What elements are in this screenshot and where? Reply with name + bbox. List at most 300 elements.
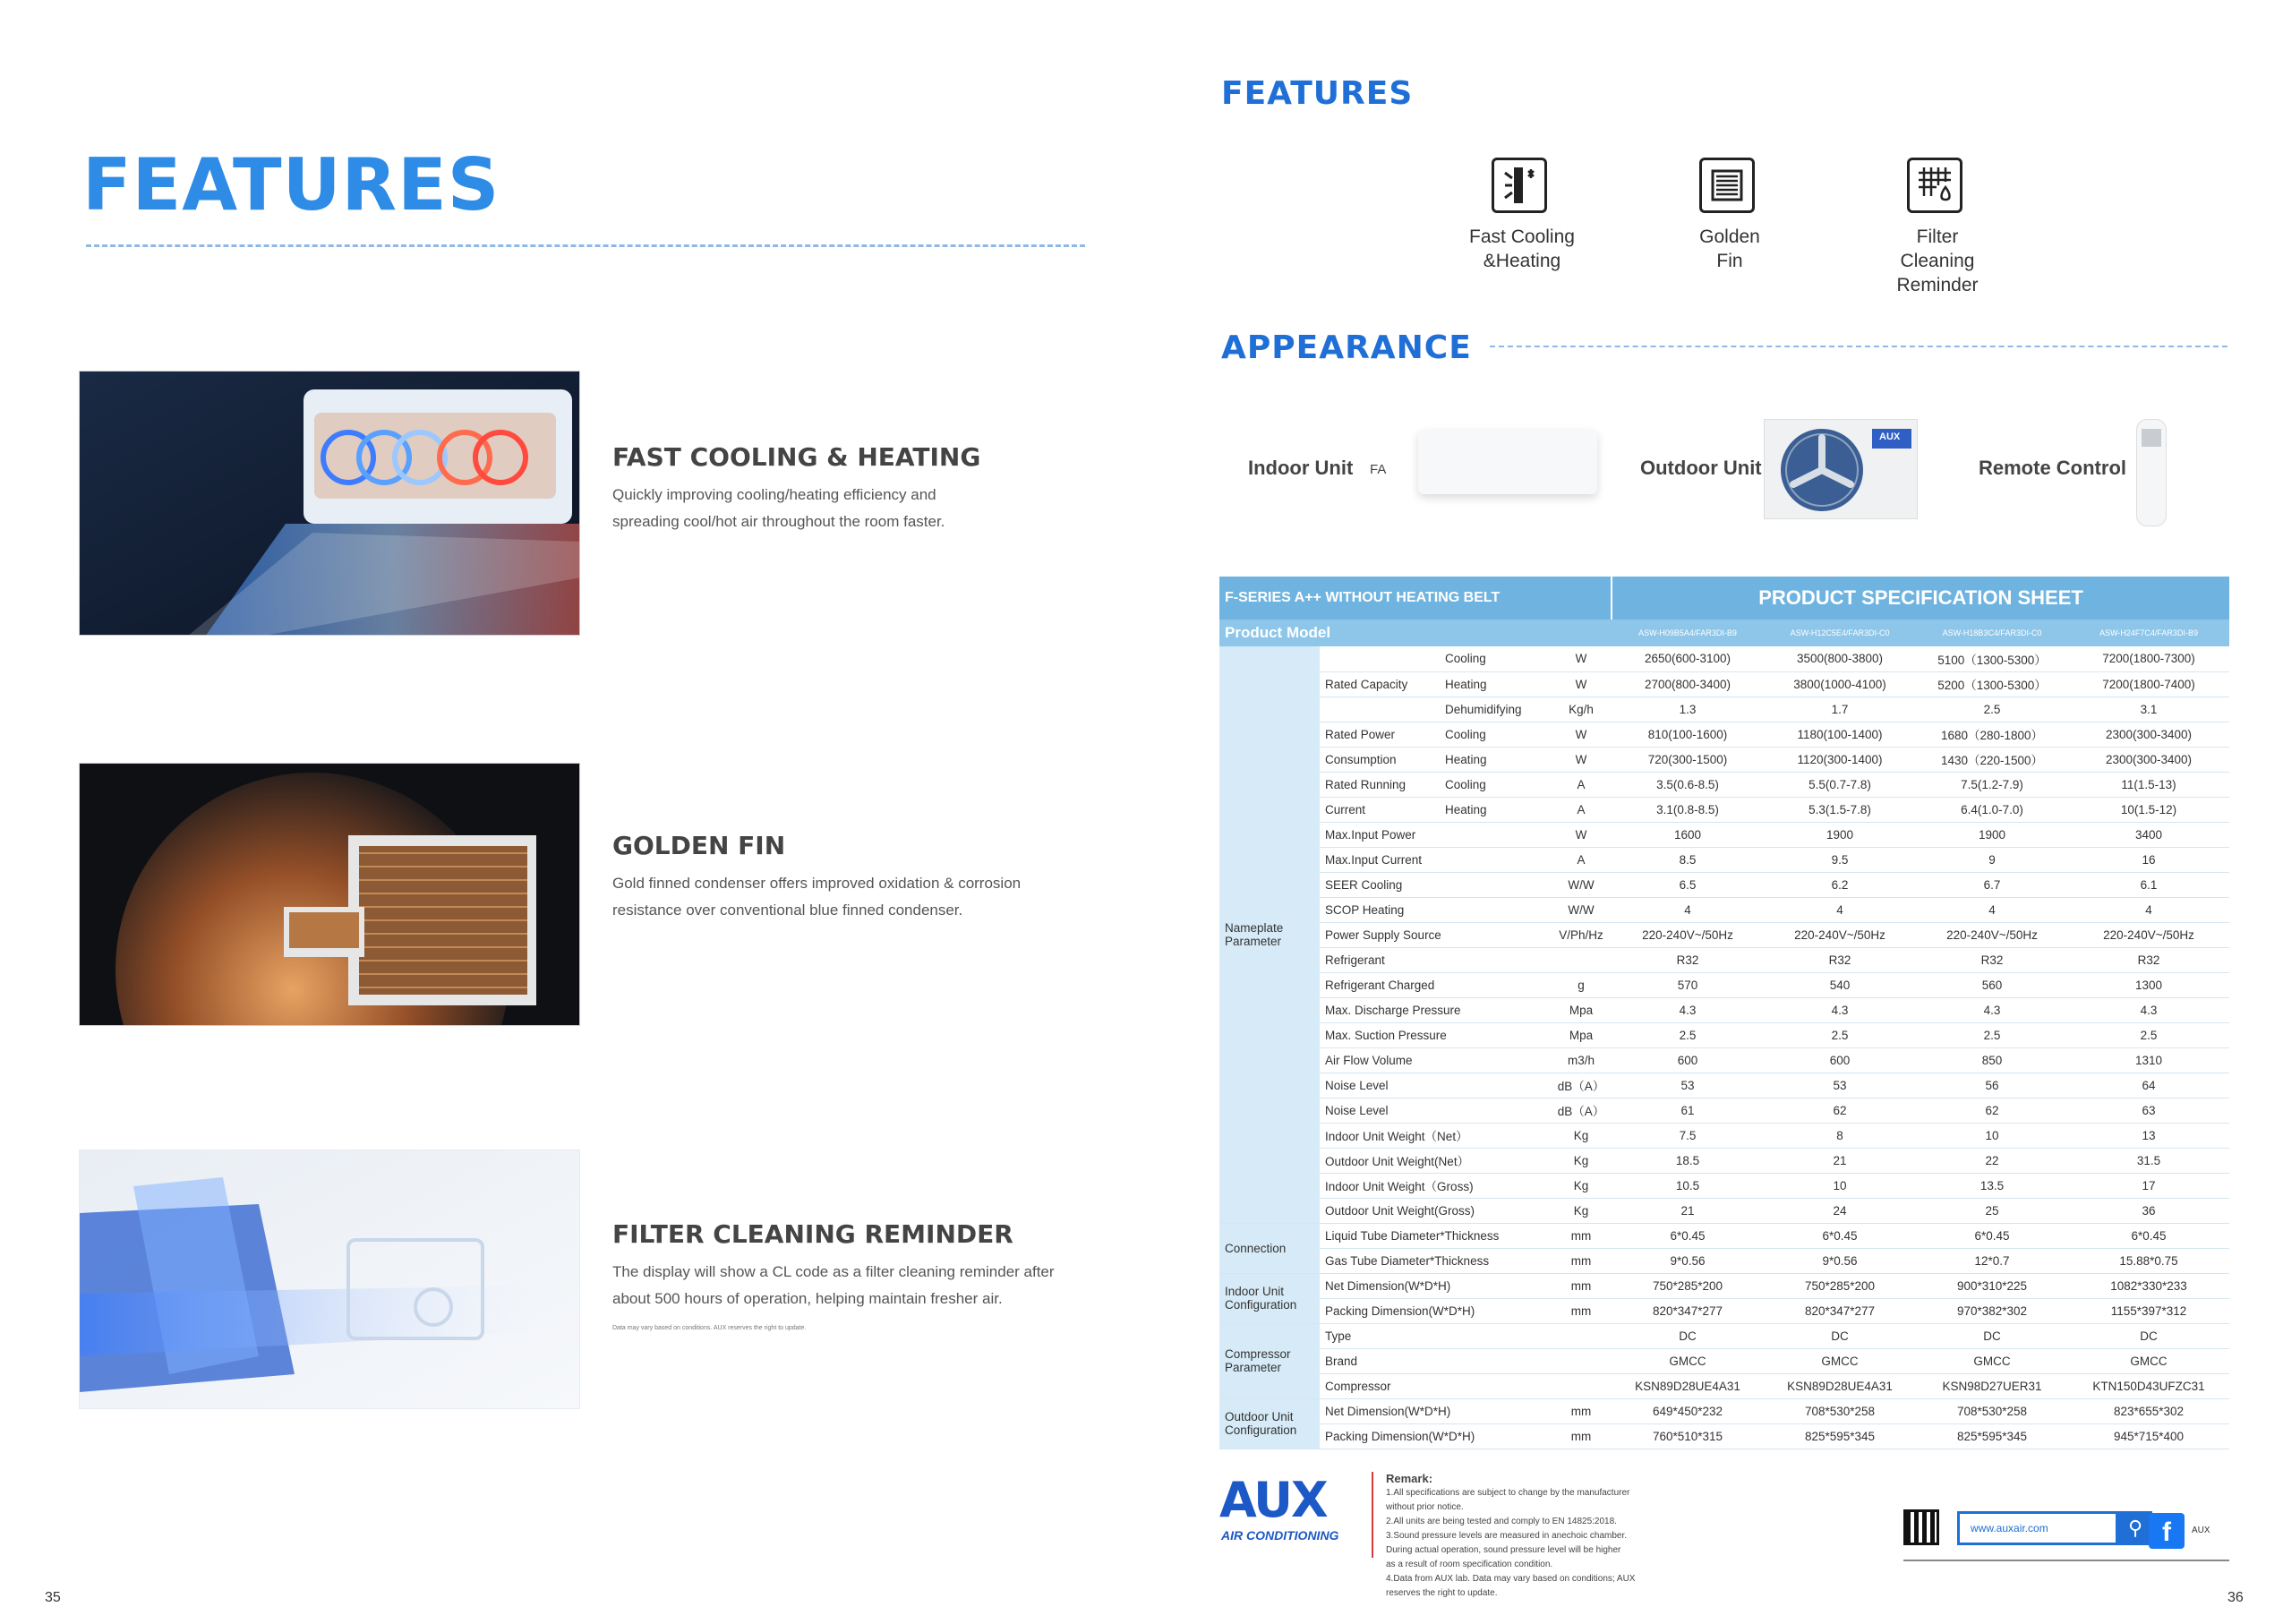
value-cell: 825*595*345 xyxy=(1764,1423,1916,1449)
value-cell: 13 xyxy=(2068,1123,2229,1148)
value-cell: 220-240V~/50Hz xyxy=(1916,922,2068,947)
param-label: Outdoor Unit Weight(Gross) xyxy=(1320,1198,1551,1223)
value-cell: 750*285*200 xyxy=(1612,1273,1764,1298)
aux-logo-subtitle: AIR CONDITIONING xyxy=(1221,1528,1339,1543)
param-label: Rated Power xyxy=(1320,722,1440,747)
model-cell: ASW-H09B5A4/FAR3DI-B9 xyxy=(1612,620,1764,646)
value-cell: 2700(800-3400) xyxy=(1612,671,1764,697)
value-cell: 8.5 xyxy=(1612,847,1764,872)
value-cell: 4 xyxy=(1916,897,2068,922)
value-cell: 560 xyxy=(1916,972,2068,997)
remark-line: without prior notice. xyxy=(1386,1502,1464,1512)
table-row xyxy=(1219,1073,2229,1098)
value-cell: 25 xyxy=(1916,1198,2068,1223)
value-cell: DC xyxy=(2068,1323,2229,1348)
left-page-title: FEATURES xyxy=(82,143,500,227)
feature-heading-filter: FILTER CLEANING REMINDER xyxy=(612,1219,1013,1249)
param-label: Refrigerant xyxy=(1320,947,1551,972)
param-label: Compressor xyxy=(1320,1373,1551,1398)
value-cell: 850 xyxy=(1916,1047,2068,1073)
table-row xyxy=(1219,972,2229,997)
social-label: AUX xyxy=(2192,1526,2210,1535)
value-cell: 56 xyxy=(1916,1073,2068,1098)
table-row xyxy=(1219,997,2229,1022)
unit-cell: dB（A） xyxy=(1551,1073,1612,1098)
section-label: Connection xyxy=(1219,1223,1320,1273)
value-cell: 1900 xyxy=(1764,822,1916,847)
unit-cell xyxy=(1551,947,1612,972)
unit-cell: Kg xyxy=(1551,1173,1612,1198)
unit-cell: mm xyxy=(1551,1398,1612,1423)
value-cell: 649*450*232 xyxy=(1612,1398,1764,1423)
param-label: Max.Input Current xyxy=(1320,847,1551,872)
table-row xyxy=(1219,897,2229,922)
unit-cell: V/Ph/Hz xyxy=(1551,922,1612,947)
unit-cell: Mpa xyxy=(1551,997,1612,1022)
value-cell: 2300(300-3400) xyxy=(2068,722,2229,747)
table-row xyxy=(1219,671,2229,697)
sub-param-label: Cooling xyxy=(1440,722,1551,747)
value-cell: 21 xyxy=(1612,1198,1764,1223)
appearance-divider xyxy=(1490,346,2227,347)
sub-param-label: Cooling xyxy=(1440,772,1551,797)
value-cell: GMCC xyxy=(1612,1348,1764,1373)
param-label: Net Dimension(W*D*H) xyxy=(1320,1398,1551,1423)
value-cell: 10(1.5-12) xyxy=(2068,797,2229,822)
value-cell: 15.88*0.75 xyxy=(2068,1248,2229,1273)
unit-cell xyxy=(1551,1373,1612,1398)
remark-line: 2.All units are being tested and comply to EN 14825:2018. xyxy=(1386,1517,1617,1526)
unit-cell: W/W xyxy=(1551,872,1612,897)
param-label: SCOP Heating xyxy=(1320,897,1551,922)
value-cell: 3.5(0.6-8.5) xyxy=(1612,772,1764,797)
value-cell: GMCC xyxy=(2068,1348,2229,1373)
value-cell: 945*715*400 xyxy=(2068,1423,2229,1449)
value-cell: 9*0.56 xyxy=(1612,1248,1764,1273)
value-cell: 2300(300-3400) xyxy=(2068,747,2229,772)
feature-desc-filter xyxy=(612,1259,1185,1312)
table-row xyxy=(1219,947,2229,972)
value-cell: 6*0.45 xyxy=(2068,1223,2229,1248)
param-label: Rated Capacity xyxy=(1320,671,1440,697)
desc-line: Gold finned condenser offers improved oxidation & corrosion xyxy=(612,875,1022,892)
spec-table xyxy=(1219,577,2229,1449)
unit-cell: Kg xyxy=(1551,1123,1612,1148)
value-cell: 3.1(0.8-8.5) xyxy=(1612,797,1764,822)
value-cell: 7.5 xyxy=(1612,1123,1764,1148)
model-label: Product Model xyxy=(1219,620,1612,646)
param-label: Packing Dimension(W*D*H) xyxy=(1320,1298,1551,1323)
feature-desc-golden-fin xyxy=(612,870,1167,924)
value-cell: 1310 xyxy=(2068,1047,2229,1073)
value-cell: 64 xyxy=(2068,1073,2229,1098)
value-cell: 12*0.7 xyxy=(1916,1248,2068,1273)
value-cell: GMCC xyxy=(1916,1348,2068,1373)
value-cell: R32 xyxy=(1612,947,1764,972)
value-cell: 1430（220-1500） xyxy=(1916,747,2068,772)
value-cell: 1600 xyxy=(1612,822,1764,847)
table-row xyxy=(1219,646,2229,671)
feature-heading-golden-fin: GOLDEN FIN xyxy=(612,831,786,860)
value-cell: 53 xyxy=(1612,1073,1764,1098)
value-cell: 62 xyxy=(1764,1098,1916,1123)
fast-cooling-image xyxy=(79,371,580,636)
value-cell: 13.5 xyxy=(1916,1173,2068,1198)
unit-cell: A xyxy=(1551,772,1612,797)
unit-cell: mm xyxy=(1551,1223,1612,1248)
table-row xyxy=(1219,1398,2229,1423)
value-cell: KSN89D28UE4A31 xyxy=(1612,1373,1764,1398)
unit-cell: W xyxy=(1551,671,1612,697)
value-cell: GMCC xyxy=(1764,1348,1916,1373)
value-cell: 2.5 xyxy=(1764,1022,1916,1047)
value-cell: 540 xyxy=(1764,972,1916,997)
value-cell: 4 xyxy=(2068,897,2229,922)
indoor-unit-label: Indoor Unit xyxy=(1248,457,1354,479)
value-cell: 2.5 xyxy=(2068,1022,2229,1047)
value-cell: 2.5 xyxy=(1916,697,2068,722)
table-row xyxy=(1219,1047,2229,1073)
table-row xyxy=(1219,772,2229,797)
remark-line: as a result of room specification condition. xyxy=(1386,1560,1553,1569)
sub-param-label: Heating xyxy=(1440,747,1551,772)
table-row xyxy=(1219,1223,2229,1248)
remark-line: reserves the right to update. xyxy=(1386,1588,1498,1598)
value-cell: 10 xyxy=(1916,1123,2068,1148)
remark-title: Remark: xyxy=(1386,1472,1433,1485)
icon-label-fast-cooling: Fast Cooling &Heating xyxy=(1469,227,1575,271)
value-cell: R32 xyxy=(1764,947,1916,972)
param-label: Brand xyxy=(1320,1348,1551,1373)
search-icon[interactable]: ⚲ xyxy=(2118,1511,2152,1545)
table-header-row xyxy=(1219,577,2229,620)
param-label: Max. Suction Pressure xyxy=(1320,1022,1551,1047)
unit-cell: mm xyxy=(1551,1273,1612,1298)
value-cell: 220-240V~/50Hz xyxy=(1764,922,1916,947)
table-row xyxy=(1219,922,2229,947)
value-cell: 970*382*302 xyxy=(1916,1298,2068,1323)
table-row xyxy=(1219,747,2229,772)
table-row xyxy=(1219,1248,2229,1273)
model-cell: ASW-H18B3C4/FAR3DI-C0 xyxy=(1916,620,2068,646)
table-row xyxy=(1219,1022,2229,1047)
value-cell: KSN98D27UER31 xyxy=(1916,1373,2068,1398)
value-cell: 17 xyxy=(2068,1173,2229,1198)
spec-table-container xyxy=(1219,577,2229,1449)
sheet-title: PRODUCT SPECIFICATION SHEET xyxy=(1612,577,2229,620)
aux-logo: AUX xyxy=(1219,1472,1327,1528)
value-cell: 823*655*302 xyxy=(2068,1398,2229,1423)
appearance-title: APPEARANCE xyxy=(1221,329,1472,366)
value-cell: 4 xyxy=(1764,897,1916,922)
value-cell: DC xyxy=(1764,1323,1916,1348)
section-label: Compressor Parameter xyxy=(1219,1323,1320,1398)
feature-heading-fast-cooling: FAST COOLING & HEATING xyxy=(612,442,981,472)
footer-divider xyxy=(1372,1472,1373,1558)
value-cell: 1680（280-1800） xyxy=(1916,722,2068,747)
value-cell: R32 xyxy=(1916,947,2068,972)
value-cell: 31.5 xyxy=(2068,1148,2229,1173)
value-cell: 2650(600-3100) xyxy=(1612,646,1764,671)
param-label: Gas Tube Diameter*Thickness xyxy=(1320,1248,1551,1273)
value-cell: 4.3 xyxy=(2068,997,2229,1022)
value-cell: 61 xyxy=(1612,1098,1764,1123)
unit-cell: Mpa xyxy=(1551,1022,1612,1047)
param-label: Refrigerant Charged xyxy=(1320,972,1551,997)
param-label: Packing Dimension(W*D*H) xyxy=(1320,1423,1551,1449)
value-cell: 22 xyxy=(1916,1148,2068,1173)
unit-cell: Kg xyxy=(1551,1198,1612,1223)
table-row xyxy=(1219,797,2229,822)
filter-cleaning-icon xyxy=(1907,158,1962,213)
indoor-unit-image xyxy=(1418,430,1597,494)
remark-line: 1.All specifications are subject to change by the manufacturer xyxy=(1386,1488,1630,1498)
param-label: Indoor Unit Weight（Gross) xyxy=(1320,1173,1551,1198)
value-cell: DC xyxy=(1612,1323,1764,1348)
unit-cell: Kg xyxy=(1551,1148,1612,1173)
unit-cell xyxy=(1551,1348,1612,1373)
table-row xyxy=(1219,1098,2229,1123)
value-cell: 1900 xyxy=(1916,822,2068,847)
unit-cell: Kg/h xyxy=(1551,697,1612,722)
table-row xyxy=(1219,697,2229,722)
value-cell: 16 xyxy=(2068,847,2229,872)
sub-param-label: Heating xyxy=(1440,671,1551,697)
value-cell: 1.7 xyxy=(1764,697,1916,722)
table-row xyxy=(1219,1148,2229,1173)
param-label: Indoor Unit Weight（Net） xyxy=(1320,1123,1551,1148)
value-cell: 24 xyxy=(1764,1198,1916,1223)
param-label: Noise Level xyxy=(1320,1098,1551,1123)
sub-param-label: Heating xyxy=(1440,797,1551,822)
remark-line: During actual operation, sound pressure level will be higher xyxy=(1386,1545,1621,1555)
unit-cell: W xyxy=(1551,822,1612,847)
param-label: Type xyxy=(1320,1323,1551,1348)
value-cell: 6*0.45 xyxy=(1612,1223,1764,1248)
value-cell: KSN89D28UE4A31 xyxy=(1764,1373,1916,1398)
value-cell: 9*0.56 xyxy=(1764,1248,1916,1273)
param-label: Power Supply Source xyxy=(1320,922,1551,947)
value-cell: 760*510*315 xyxy=(1612,1423,1764,1449)
value-cell: 1180(100-1400) xyxy=(1764,722,1916,747)
facebook-icon[interactable]: f xyxy=(2149,1513,2185,1549)
value-cell: 600 xyxy=(1612,1047,1764,1073)
value-cell: 8 xyxy=(1764,1123,1916,1148)
value-cell: 18.5 xyxy=(1612,1148,1764,1173)
value-cell: 6.7 xyxy=(1916,872,2068,897)
value-cell: 1300 xyxy=(2068,972,2229,997)
page-number-left: 35 xyxy=(45,1590,61,1605)
unit-cell: W xyxy=(1551,646,1612,671)
table-row xyxy=(1219,1298,2229,1323)
value-cell: 5.3(1.5-7.8) xyxy=(1764,797,1916,822)
remote-control-image xyxy=(2136,419,2167,526)
sub-param-label: Cooling xyxy=(1440,646,1551,671)
table-row xyxy=(1219,1423,2229,1449)
unit-cell: m3/h xyxy=(1551,1047,1612,1073)
value-cell: 820*347*277 xyxy=(1612,1298,1764,1323)
value-cell: 5.5(0.7-7.8) xyxy=(1764,772,1916,797)
unit-cell: dB（A） xyxy=(1551,1098,1612,1123)
remote-control-label: Remote Control xyxy=(1979,457,2126,479)
value-cell: 4.3 xyxy=(1916,997,2068,1022)
title-divider xyxy=(86,244,1085,247)
website-link[interactable]: www.auxair.com xyxy=(1971,1522,2048,1534)
model-cell: ASW-H24F7C4/FAR3DI-B9 xyxy=(2068,620,2229,646)
footer-rule xyxy=(1903,1560,2229,1561)
param-label: Consumption xyxy=(1320,747,1440,772)
param-label: Liquid Tube Diameter*Thickness xyxy=(1320,1223,1551,1248)
value-cell: 36 xyxy=(2068,1198,2229,1223)
unit-cell: W xyxy=(1551,747,1612,772)
series-title: F-SERIES A++ WITHOUT HEATING BELT xyxy=(1219,577,1612,620)
table-row xyxy=(1219,1198,2229,1223)
website-box[interactable] xyxy=(1957,1511,2118,1545)
value-cell: 5100（1300-5300） xyxy=(1916,646,2068,671)
value-cell: 6.5 xyxy=(1612,872,1764,897)
value-cell: 750*285*200 xyxy=(1764,1273,1916,1298)
value-cell: 6*0.45 xyxy=(1764,1223,1916,1248)
value-cell: 1155*397*312 xyxy=(2068,1298,2229,1323)
value-cell: 810(100-1600) xyxy=(1612,722,1764,747)
param-label xyxy=(1320,646,1440,671)
value-cell: 3.1 xyxy=(2068,697,2229,722)
model-row xyxy=(1219,620,2229,646)
value-cell: 4 xyxy=(1612,897,1764,922)
filter-cleaning-image xyxy=(79,1150,580,1409)
value-cell: 62 xyxy=(1916,1098,2068,1123)
desc-line: about 500 hours of operation, helping maintain fresher air. xyxy=(612,1290,1003,1307)
value-cell: 53 xyxy=(1764,1073,1916,1098)
value-cell: 720(300-1500) xyxy=(1612,747,1764,772)
section-label: Indoor Unit Configuration xyxy=(1219,1273,1320,1323)
value-cell: 10.5 xyxy=(1612,1173,1764,1198)
unit-cell: mm xyxy=(1551,1248,1612,1273)
value-cell: 825*595*345 xyxy=(1916,1423,2068,1449)
unit-cell: W/W xyxy=(1551,897,1612,922)
table-row xyxy=(1219,1123,2229,1148)
unit-cell: A xyxy=(1551,847,1612,872)
param-label: Max.Input Power xyxy=(1320,822,1551,847)
value-cell: 5200（1300-5300） xyxy=(1916,671,2068,697)
table-row xyxy=(1219,1173,2229,1198)
icon-label-filter: Filter Cleaning Reminder xyxy=(1896,227,1979,295)
value-cell: 900*310*225 xyxy=(1916,1273,2068,1298)
value-cell: 21 xyxy=(1764,1148,1916,1173)
desc-line: Quickly improving cooling/heating efficiency and xyxy=(612,486,936,503)
value-cell: 570 xyxy=(1612,972,1764,997)
param-label: Rated Running xyxy=(1320,772,1440,797)
param-label: Max. Discharge Pressure xyxy=(1320,997,1551,1022)
page-number-right: 36 xyxy=(2227,1590,2244,1605)
icon-label-golden-fin: Golden Fin xyxy=(1699,227,1760,271)
value-cell: 220-240V~/50Hz xyxy=(1612,922,1764,947)
desc-line: spreading cool/hot air throughout the room faster. xyxy=(612,513,945,530)
param-label: Outdoor Unit Weight(Net） xyxy=(1320,1148,1551,1173)
outdoor-unit-label: Outdoor Unit xyxy=(1640,457,1762,479)
section-label: Nameplate Parameter xyxy=(1219,646,1320,1223)
value-cell: 6.2 xyxy=(1764,872,1916,897)
qr-code-icon[interactable] xyxy=(1903,1509,1939,1545)
param-label: Net Dimension(W*D*H) xyxy=(1320,1273,1551,1298)
section-label: Outdoor Unit Configuration xyxy=(1219,1398,1320,1449)
unit-cell xyxy=(1551,1323,1612,1348)
disclaimer-note: Data may vary based on conditions. AUX reserves the right to update. xyxy=(612,1325,807,1331)
value-cell: 2.5 xyxy=(1612,1022,1764,1047)
value-cell: 7200(1800-7300) xyxy=(2068,646,2229,671)
value-cell: R32 xyxy=(2068,947,2229,972)
sub-param-label: Dehumidifying xyxy=(1440,697,1551,722)
remark-line: 3.Sound pressure levels are measured in anechoic chamber. xyxy=(1386,1531,1628,1541)
golden-fin-image xyxy=(79,763,580,1026)
value-cell: 2.5 xyxy=(1916,1022,2068,1047)
value-cell: 220-240V~/50Hz xyxy=(2068,922,2229,947)
value-cell: 708*530*258 xyxy=(1764,1398,1916,1423)
unit-cell: g xyxy=(1551,972,1612,997)
unit-cell: mm xyxy=(1551,1423,1612,1449)
table-row xyxy=(1219,1273,2229,1298)
value-cell: 1082*330*233 xyxy=(2068,1273,2229,1298)
golden-fin-icon xyxy=(1699,158,1755,213)
value-cell: 63 xyxy=(2068,1098,2229,1123)
value-cell: DC xyxy=(1916,1323,2068,1348)
value-cell: 3800(1000-4100) xyxy=(1764,671,1916,697)
value-cell: KTN150D43UFZC31 xyxy=(2068,1373,2229,1398)
param-label: Noise Level xyxy=(1320,1073,1551,1098)
value-cell: 6.1 xyxy=(2068,872,2229,897)
value-cell: 4.3 xyxy=(1612,997,1764,1022)
value-cell: 708*530*258 xyxy=(1916,1398,2068,1423)
unit-cell: mm xyxy=(1551,1298,1612,1323)
value-cell: 10 xyxy=(1764,1173,1916,1198)
fast-cooling-heating-icon xyxy=(1492,158,1547,213)
model-cell: ASW-H12C5E4/FAR3DI-C0 xyxy=(1764,620,1916,646)
table-row xyxy=(1219,872,2229,897)
feature-desc-fast-cooling xyxy=(612,482,1114,535)
value-cell: 3400 xyxy=(2068,822,2229,847)
desc-line: resistance over conventional blue finned condenser. xyxy=(612,902,963,919)
param-label xyxy=(1320,697,1440,722)
value-cell: 3500(800-3800) xyxy=(1764,646,1916,671)
outdoor-unit-image xyxy=(1764,419,1918,519)
value-cell: 4.3 xyxy=(1764,997,1916,1022)
unit-cell: A xyxy=(1551,797,1612,822)
param-label: Air Flow Volume xyxy=(1320,1047,1551,1073)
outdoor-brand-badge: AUX xyxy=(1879,432,1901,442)
table-row xyxy=(1219,1373,2229,1398)
param-label: SEER Cooling xyxy=(1320,872,1551,897)
unit-cell: W xyxy=(1551,722,1612,747)
value-cell: 820*347*277 xyxy=(1764,1298,1916,1323)
value-cell: 7200(1800-7400) xyxy=(2068,671,2229,697)
indoor-unit-code: FA xyxy=(1370,462,1387,477)
features-title: FEATURES xyxy=(1221,75,1414,112)
table-row xyxy=(1219,822,2229,847)
value-cell: 7.5(1.2-7.9) xyxy=(1916,772,2068,797)
table-row xyxy=(1219,1323,2229,1348)
value-cell: 1.3 xyxy=(1612,697,1764,722)
value-cell: 1120(300-1400) xyxy=(1764,747,1916,772)
remark-block xyxy=(1386,1472,1869,1601)
value-cell: 9.5 xyxy=(1764,847,1916,872)
param-label: Current xyxy=(1320,797,1440,822)
desc-line: The display will show a CL code as a filter cleaning reminder after xyxy=(612,1263,1055,1280)
value-cell: 11(1.5-13) xyxy=(2068,772,2229,797)
value-cell: 6*0.45 xyxy=(1916,1223,2068,1248)
table-row xyxy=(1219,722,2229,747)
value-cell: 9 xyxy=(1916,847,2068,872)
table-row xyxy=(1219,1348,2229,1373)
